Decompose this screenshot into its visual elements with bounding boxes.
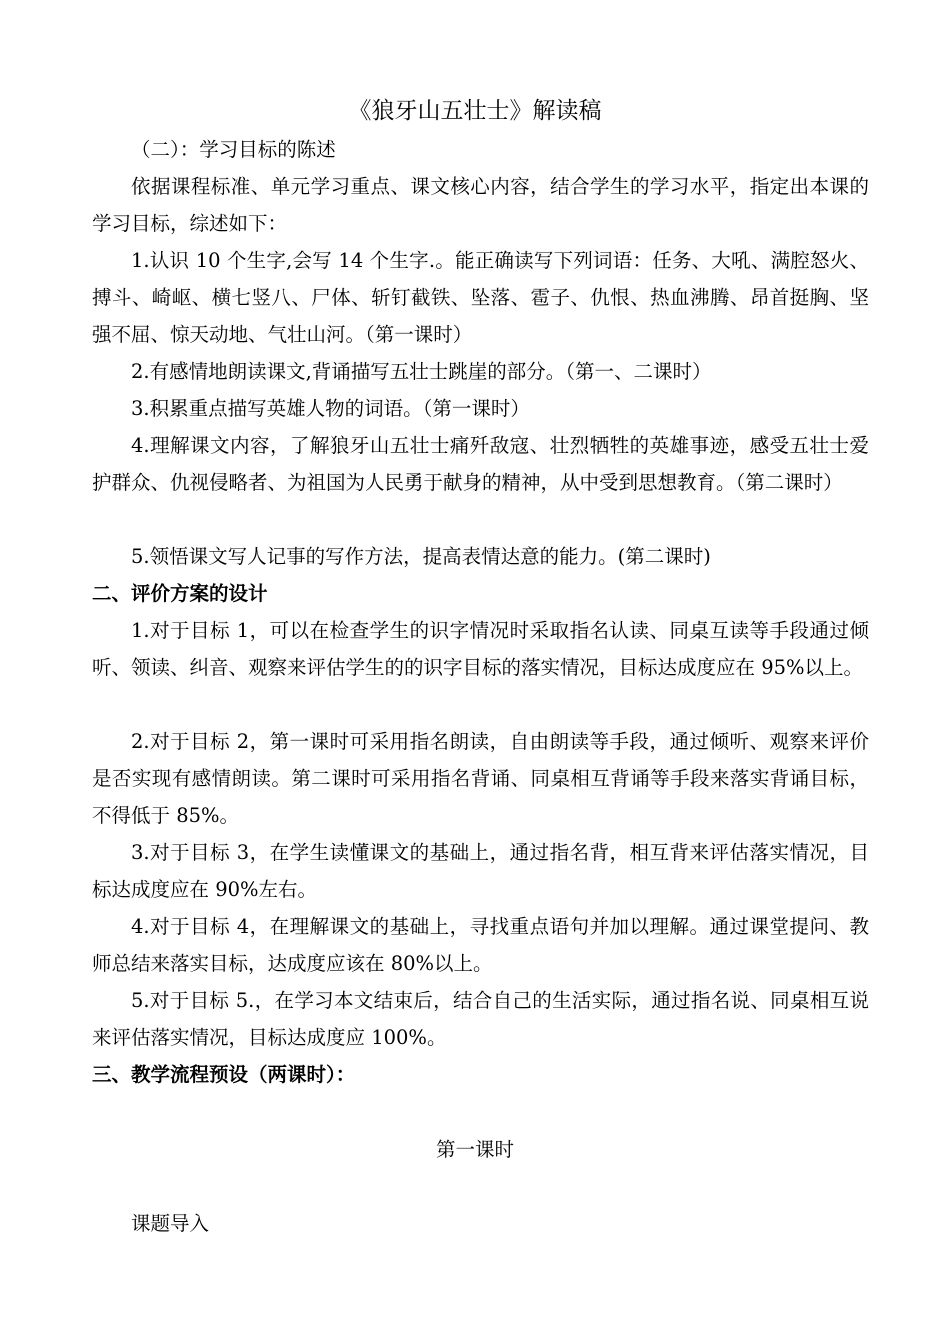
- objective-2: 2.有感情地朗读课文,背诵描写五壮士跳崖的部分。（第一、二课时）: [131, 360, 712, 383]
- objectives-intro-paragraph: 依据课程标准、单元学习重点、课文核心内容，结合学生的学习水平，指定出本课的学习目标，综述如下：: [92, 175, 869, 235]
- evaluation-3: 3.对于目标 3，在学生读懂课文的基础上，通过指名背，相互背来评估落实情况，目标达成度应在 90%左右。: [92, 841, 869, 901]
- document-title: 《狼牙山五壮士》解读稿: [348, 98, 602, 124]
- evaluation-5: 5.对于目标 5.，在学习本文结束后，结合自己的生活实际，通过指名说、同桌相互说来评估落实情况，目标达成度应 100%。: [92, 989, 869, 1049]
- evaluation-heading: 二、评价方案的设计: [92, 582, 268, 605]
- evaluation-1: 1.对于目标 1，可以在检查学生的识字情况时采取指名认读、同桌互读等手段通过倾听、领读、纠音、观察来评估学生的的识字目标的落实情况，目标达成度应在 95%以上。: [92, 619, 869, 679]
- objectives-section-heading: （二）：学习目标的陈述: [131, 138, 336, 161]
- objective-1: 1.认识 10 个生字,会写 14 个生字.。能正确读写下列词语：任务、大吼、满腔怒火、搏斗、崎岖、横七竖八、尸体、斩钉截铁、坠落、雹子、仇恨、热血沸腾、昂首挺胸、坚强不屈、惊天动地、气壮山河。（第一课时）: [92, 249, 869, 346]
- lesson-step-intro: 课题导入: [131, 1212, 210, 1235]
- objective-3: 3.积累重点描写英雄人物的词语。（第一课时）: [131, 397, 530, 420]
- lesson-one-title: 第一课时: [435, 1138, 514, 1161]
- objective-4: 4.理解课文内容，了解狼牙山五壮士痛歼敌寇、壮烈牺牲的英雄事迹，感受五壮士爱护群众、仇视侵略者、为祖国为人民勇于献身的精神，从中受到思想教育。（第二课时）: [92, 434, 869, 494]
- objective-5: 5.领悟课文写人记事的写作方法，提高表情达意的能力。(第二课时): [131, 545, 711, 568]
- process-heading: 三、教学流程预设（两课时）：: [92, 1063, 356, 1086]
- evaluation-4: 4.对于目标 4，在理解课文的基础上，寻找重点语句并加以理解。通过课堂提问、教师总结来落实目标，达成度应该在 80%以上。: [92, 915, 869, 975]
- evaluation-2: 2.对于目标 2，第一课时可采用指名朗读，自由朗读等手段，通过倾听、观察来评价是否实现有感情朗读。第二课时可采用指名背诵、同桌相互背诵等手段来落实背诵目标，不得低于 85%。: [92, 730, 869, 827]
